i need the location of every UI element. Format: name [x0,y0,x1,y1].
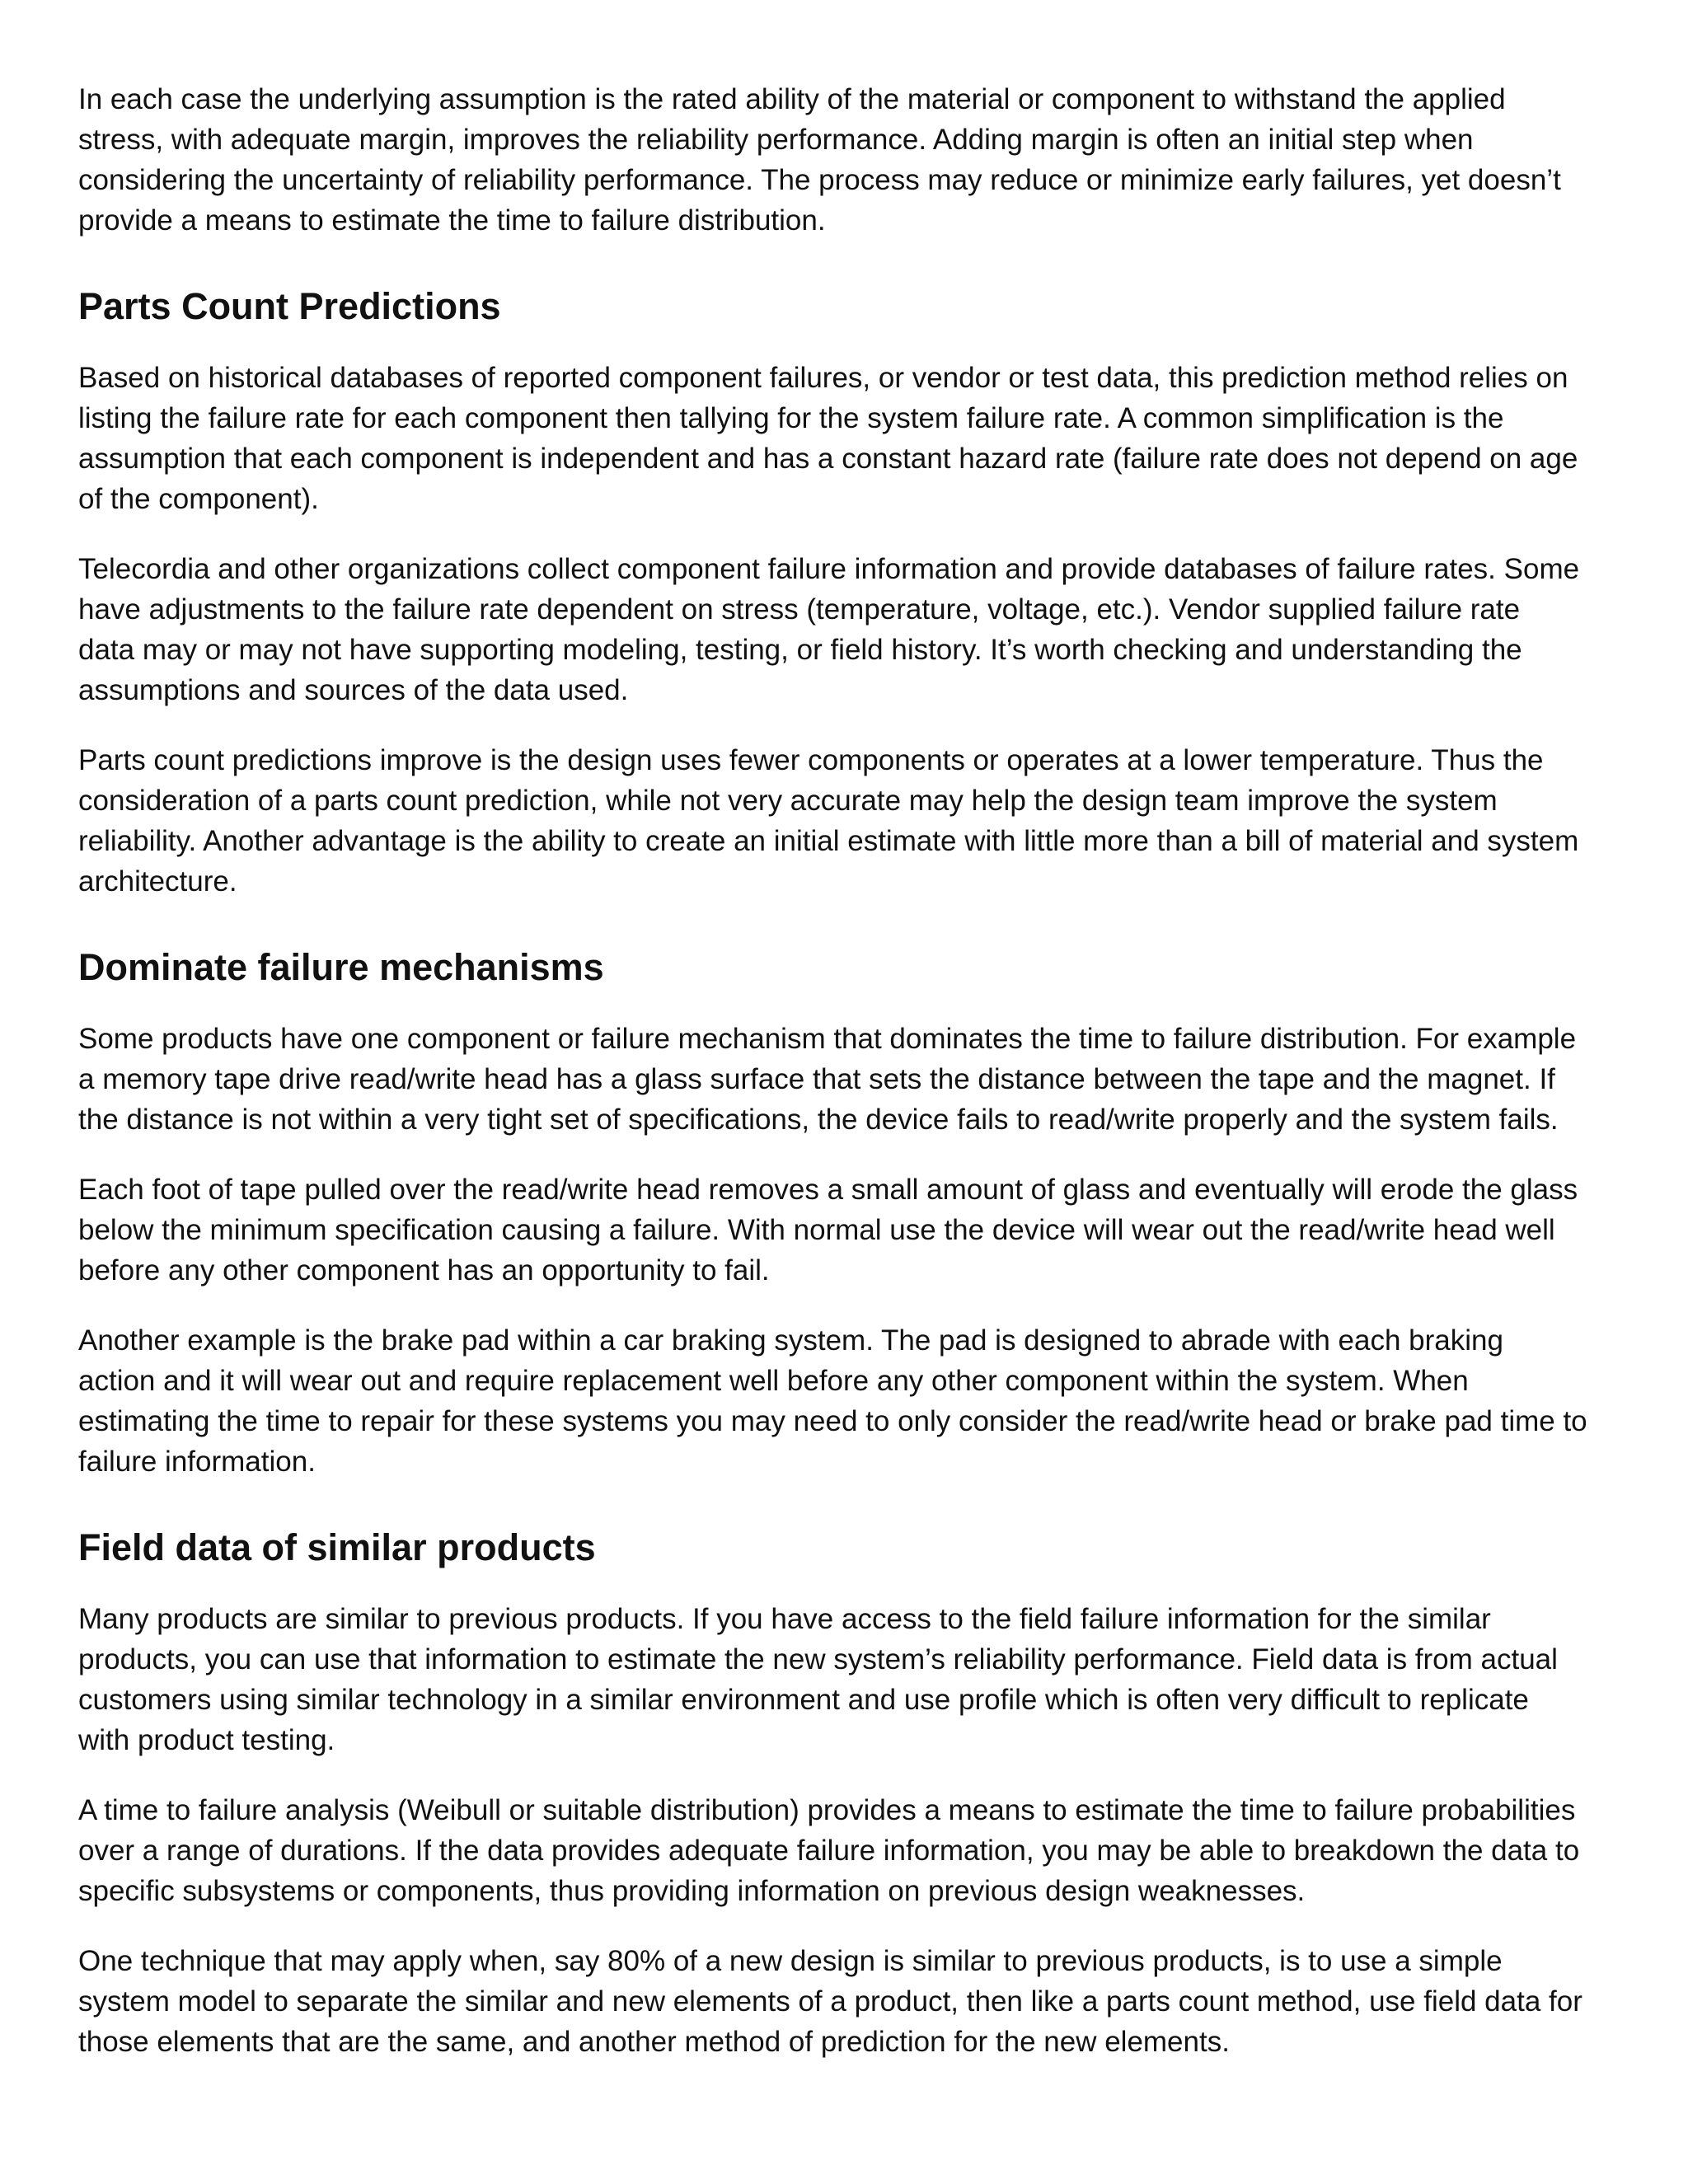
document-content [78,79,1610,2092]
text-line: products, you can use that information to estimate the new system’s reliability performance. Field data is from actual [78,1643,1558,1675]
section-heading-parts-count: Parts Count Predictions [78,285,501,327]
text-line: system model to separate the similar and new elements of a product, then like a parts count method, use field data for [78,1985,1582,2018]
text-line: specific subsystems or components, thus providing information on previous design weaknesses. [78,1875,1306,1907]
text-line: over a range of durations. If the data provides adequate failure information, you may be able to breakdown the data to [78,1835,1580,1867]
text-line: of the component). [78,483,319,515]
paragraph [78,740,1610,902]
paragraph [78,1599,1610,1760]
text-line: reliability. Another advantage is the ability to create an initial estimate with little more than a bill of material and system [78,825,1579,857]
text-line: assumption that each component is independent and has a constant hazard rate (failure rate does not depend on age [78,443,1578,475]
paragraph [78,358,1610,519]
text-line: estimating the time to repair for these systems you may need to only consider the read/write head or brake pad time to [78,1405,1587,1437]
text-line: consideration of a parts count prediction, while not very accurate may help the design team improve the system [78,785,1498,817]
text-line: a memory tape drive read/write head has a glass surface that sets the distance between the tape and the magnet. If [78,1063,1555,1095]
text-line: considering the uncertainty of reliability performance. The process may reduce or minimize early failures, yet doesn’t [78,164,1561,196]
paragraph [78,1790,1610,1911]
text-line: provide a means to estimate the time to failure distribution. [78,204,826,237]
text-line: before any other component has an opportunity to fail. [78,1254,770,1286]
text-line: action and it will wear out and require replacement well before any other component within the system. When [78,1365,1469,1397]
text-line: Another example is the brake pad within a car braking system. The pad is designed to abrade with each braking [78,1324,1503,1357]
text-line: One technique that may apply when, say 80% of a new design is similar to previous products, is to use a simple [78,1945,1503,1977]
section-heading-field-data: Field data of similar products [78,1526,596,1568]
text-line: with product testing. [78,1724,335,1756]
text-line: below the minimum specification causing a failure. With normal use the device will wear out the read/write head well [78,1214,1555,1246]
text-line: Parts count predictions improve is the design uses fewer components or operates at a lower temperature. Thus the [78,744,1544,776]
text-line: customers using similar technology in a similar environment and use profile which is often very difficult to replicate [78,1684,1529,1716]
text-line: assumptions and sources of the data used. [78,674,629,706]
paragraph [78,1320,1610,1482]
text-line: A time to failure analysis (Weibull or suitable distribution) provides a means to estimate the time to failure probabilities [78,1794,1576,1826]
text-line: data may or may not have supporting modeling, testing, or field history. It’s worth checking and understanding the [78,634,1522,666]
text-line: Many products are similar to previous products. If you have access to the field failure information for the similar [78,1603,1491,1635]
text-line: the distance is not within a very tight set of specifications, the device fails to read/write properly and the system fails. [78,1104,1559,1136]
text-line: stress, with adequate margin, improves the reliability performance. Adding margin is often an initial step when [78,124,1474,156]
paragraph [78,1941,1610,2062]
paragraph [78,1169,1610,1291]
text-line: have adjustments to the failure rate dependent on stress (temperature, voltage, etc.). Vendor supplied failure rate [78,593,1521,626]
paragraph [78,1019,1610,1140]
text-line: Telecordia and other organizations collect component failure information and provide databases of failure rates. Some [78,553,1580,585]
paragraph [78,549,1610,710]
text-line: listing the failure rate for each component then tallying for the system failure rate. A common simplification is the [78,402,1504,434]
intro-paragraph [78,79,1610,241]
text-line: those elements that are the same, and another method of prediction for the new elements. [78,2026,1230,2058]
text-line: Based on historical databases of reported component failures, or vendor or test data, this prediction method relies on [78,362,1568,394]
text-line: Some products have one component or failure mechanism that dominates the time to failure distribution. For example [78,1023,1577,1055]
text-line: Each foot of tape pulled over the read/write head removes a small amount of glass and eventually will erode the glass [78,1174,1578,1206]
text-line: architecture. [78,865,237,898]
text-line: In each case the underlying assumption is the rated ability of the material or component to withstand the applied [78,83,1506,115]
section-heading-dominate-failure: Dominate failure mechanisms [78,946,604,988]
text-line: failure information. [78,1446,316,1478]
